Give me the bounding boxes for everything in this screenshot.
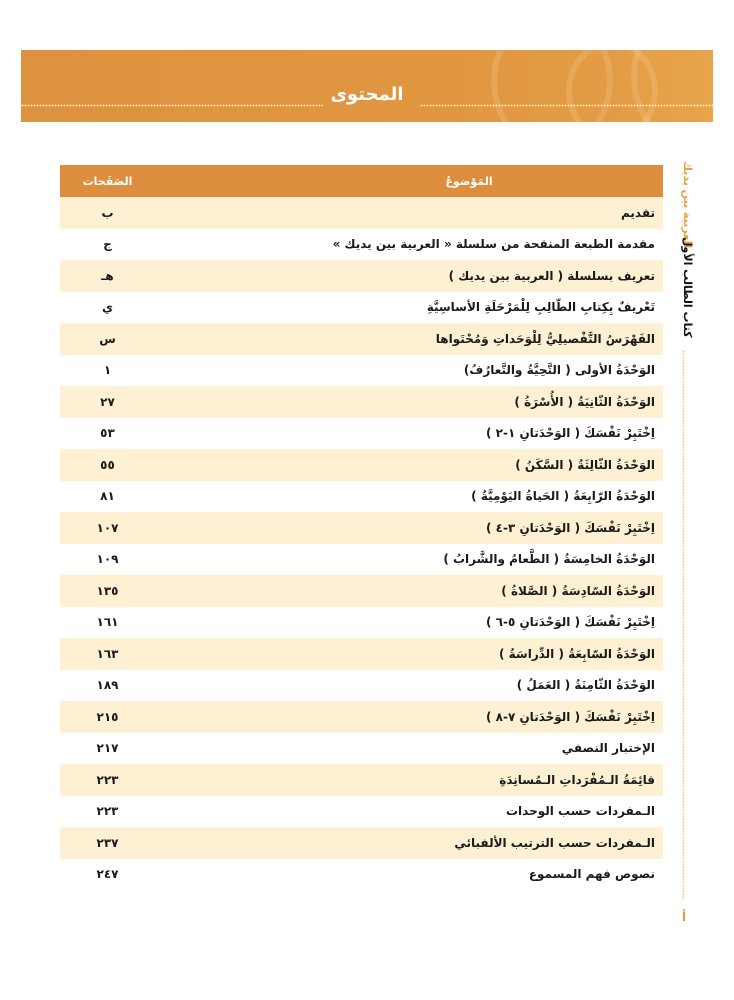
table-row — [60, 607, 663, 639]
page-cell: ٢٢٣ — [96, 804, 119, 819]
page-cell: ٨١ — [100, 489, 115, 504]
page-cell: ب — [101, 205, 114, 220]
table-row — [60, 229, 663, 261]
table-row — [60, 197, 663, 229]
page-cell: ١٦١ — [96, 615, 119, 630]
series-name-label: العربية بين يديك — [681, 160, 694, 248]
table-row — [60, 449, 663, 481]
page-cell: ٥٥ — [100, 457, 115, 472]
topic-cell: قائِمَةُ الـمُفْرَداتِ الـمُسانِدَةِ — [499, 772, 655, 787]
topic-cell: اِخْتَبِرْ نَفْسَكَ ( الوَحْدَتانِ ١-٢ ) — [485, 426, 655, 441]
table-row — [60, 575, 663, 607]
topic-cell: تعريف بسلسلة ( العربية بين يديك ) — [448, 268, 655, 283]
table-row — [60, 386, 663, 418]
page-cell: ١٠٧ — [96, 520, 119, 535]
topic-cell: اِخْتَبِرْ نَفْسَكَ ( الوَحْدَتانِ ٧-٨ ) — [485, 709, 655, 724]
table-row — [60, 670, 663, 702]
contents-banner — [21, 50, 713, 122]
table-row — [60, 512, 663, 544]
topic-cell: الوَحْدَةُ الثّامِنَةُ ( العَمَلُ ) — [516, 678, 655, 693]
page-cell: ٢٢٣ — [96, 772, 119, 787]
page-cell: ي — [102, 300, 113, 315]
page-title: المحتوى — [330, 84, 404, 105]
page-cell: ٢١٥ — [96, 709, 119, 724]
page-number: أ — [681, 910, 687, 924]
topic-cell: الوَحْدَةُ الثّانِيَةُ ( الأُسْرَةُ ) — [514, 394, 655, 409]
table-row — [60, 418, 663, 450]
column-header-topic: المَوْضوعُ — [445, 174, 493, 188]
page-cell: ١ — [103, 363, 112, 378]
topic-cell: الوَحْدَةُ السّابِعَةُ ( الدِّراسَةُ ) — [498, 646, 655, 661]
page-cell: ٢٤٧ — [96, 867, 119, 882]
topic-cell: الوَحْدَةُ الثّالِثَةُ ( السَّكَنُ ) — [515, 457, 655, 472]
page-cell: ١٠٩ — [96, 552, 119, 567]
page-cell: ٢١٧ — [96, 741, 119, 756]
topic-cell: مقدمة الطبعة المنقحة من سلسلة « العربية بين يديك » — [332, 237, 655, 252]
topic-cell: الوَحْدَةُ الأولى ( التَّحِيَّةُ والتَّعارُفُ) — [463, 363, 655, 378]
table-row — [60, 544, 663, 576]
page-cell: ٥٣ — [100, 426, 115, 441]
topic-cell: نصوص فهم المسموع — [528, 867, 655, 882]
page-cell: ٢٣٧ — [96, 835, 119, 850]
table-row — [60, 827, 663, 859]
topic-cell: الـمفردات حسب الوحدات — [505, 804, 655, 819]
topic-cell: الـمفردات حسب الترتيب الألفبائي — [454, 835, 655, 850]
topic-cell: الإختبار النصفي — [561, 741, 655, 756]
table-row — [60, 733, 663, 765]
table-row — [60, 260, 663, 292]
table-header — [60, 165, 663, 197]
topic-cell: اِخْتَبِرْ نَفْسَكَ ( الوَحْدَتانِ ٥-٦ ) — [485, 615, 655, 630]
page-cell: ج — [103, 237, 112, 252]
dotted-margin-line — [682, 350, 685, 900]
page-cell: ١٦٣ — [96, 646, 119, 661]
table-row — [60, 292, 663, 324]
table-row — [60, 701, 663, 733]
topic-cell: اِخْتَبِرْ نَفْسَكَ ( الوَحْدَتانِ ٣-٤ ) — [485, 520, 655, 535]
page-cell: ١٨٩ — [96, 678, 119, 693]
topic-cell: الوَحْدَةُ الرّابِعَةُ ( الحَياةُ اليَوْمِيَّةُ ) — [471, 489, 655, 504]
table-row — [60, 859, 663, 891]
table-row — [60, 764, 663, 796]
table-row — [60, 323, 663, 355]
contents-table — [60, 165, 663, 890]
page-cell: س — [99, 331, 116, 346]
table-row — [60, 355, 663, 387]
book-name-label: كتاب الطالب الأول — [681, 237, 694, 338]
page-cell: ٢٧ — [100, 394, 115, 409]
page-cell: هـ — [101, 268, 114, 283]
topic-cell: تقديم — [621, 205, 655, 220]
table-row — [60, 796, 663, 828]
page-cell: ١٣٥ — [96, 583, 119, 598]
topic-cell: الوَحْدَةُ الخامِسَةُ ( الطَّعامُ والشَّرابُ ) — [443, 552, 655, 567]
topic-cell: الفَهْرَسُ التَّفْصيلِيُّ لِلْوَحَداتِ وَمُحْتَواها — [435, 331, 655, 346]
topic-cell: الوَحْدَةُ السّادِسَةُ ( الصَّلاةُ ) — [501, 583, 655, 598]
table-row — [60, 481, 663, 513]
topic-cell: تَعْريفٌ بِكِتابِ الطّالِبِ لِلْمَرْحَلَةِ الأساسِيَّةِ — [426, 300, 655, 315]
column-header-pages: الصَفَحات — [82, 174, 133, 188]
table-row — [60, 638, 663, 670]
